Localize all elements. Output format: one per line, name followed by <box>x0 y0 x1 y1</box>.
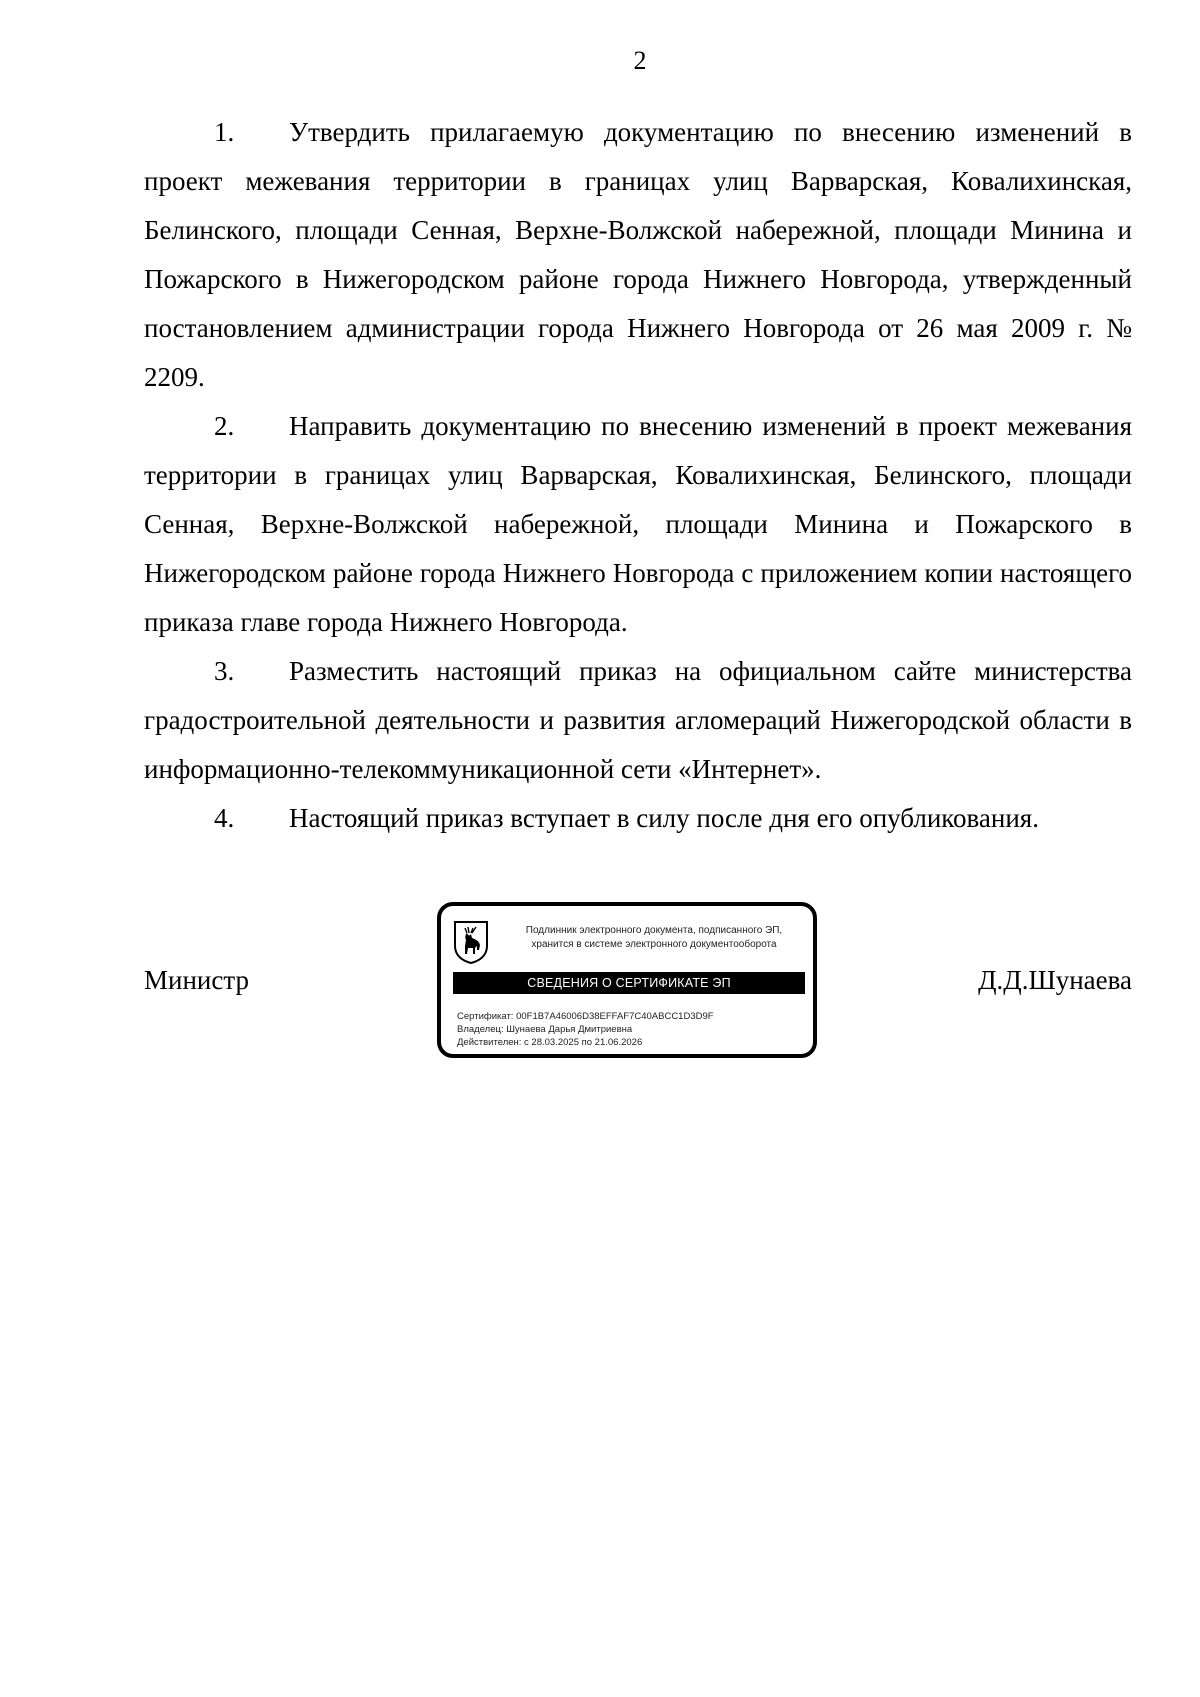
deer-coat-of-arms-icon <box>453 920 489 964</box>
paragraph-text: Настоящий приказ вступает в силу после дня его опубликования. <box>289 803 1039 833</box>
certificate-validity: Действителен: с 28.03.2025 по 21.06.2026 <box>457 1037 643 1048</box>
stamp-header-line: Подлинник электронного документа, подписанного ЭП, <box>525 925 783 936</box>
certificate-owner: Владелец: Шунаева Дарья Дмитриевна <box>457 1024 633 1035</box>
stamp-header <box>497 924 811 952</box>
stamp-title-bar: СВЕДЕНИЯ О СЕРТИФИКАТЕ ЭП <box>453 972 805 994</box>
certificate-number: Сертификат: 00F1B7A46006D38EFFAF7C40ABCC1D3D9F <box>457 1011 714 1022</box>
paragraph-3 <box>144 647 1132 794</box>
paragraph-text: Разместить настоящий приказ на официальном сайте министерства градостроительной деятельности и развития агломераций Нижегородской области в информационно-телекоммуникационной сети «Интернет». <box>144 656 1132 784</box>
page-number: 2 <box>633 46 647 75</box>
paragraph-number: 2. <box>214 411 235 441</box>
document-body <box>144 108 1132 843</box>
stamp-header-line: хранится в системе электронного документооборота <box>531 939 777 950</box>
paragraph-2 <box>144 402 1132 647</box>
paragraph-number: 3. <box>214 656 235 686</box>
electronic-signature-stamp <box>437 902 817 1058</box>
signer-name: Д.Д.Шунаева <box>978 965 1132 995</box>
paragraph-text: Направить документацию по внесению изменений в проект межевания территории в границах улиц Варварская, Ковалихинская, Белинского, площади Сенная, Верхне-Волжской набережной, площади Минина и Пожарского в Нижегородском районе города Нижнего Новгорода с приложением копии настоящего приказа главе города Нижнего Новгорода. <box>144 411 1132 637</box>
paragraph-text: Утвердить прилагаемую документацию по внесению изменений в проект межевания территории в границах улиц Варварская, Ковалихинская, Белинского, площади Сенная, Верхне-Волжской набережной, площади Минина и Пожарского в Нижегородском районе города Нижнего Новгорода, утвержденный постановлением администрации города Нижнего Новгорода от 26 мая 2009 г. № 2209. <box>144 117 1132 392</box>
paragraph-1 <box>144 108 1132 402</box>
paragraph-4 <box>144 794 1132 843</box>
stamp-details <box>457 1010 807 1049</box>
paragraph-number: 1. <box>214 117 235 147</box>
signer-position: Министр <box>144 965 249 995</box>
paragraph-number: 4. <box>214 803 235 833</box>
